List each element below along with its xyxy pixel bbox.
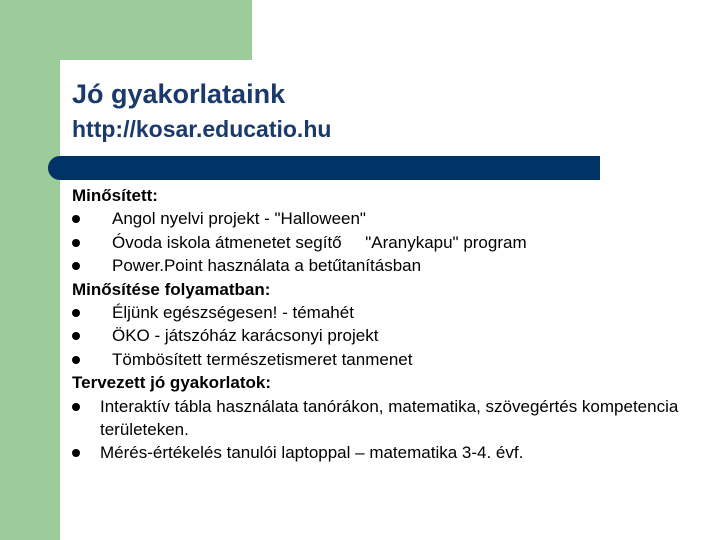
bullet-icon (72, 215, 80, 223)
section-heading: Minősített: (72, 186, 158, 205)
list-item: ÖKO - játszóház karácsonyi projekt (72, 324, 702, 347)
bullet-icon (72, 356, 80, 364)
bullet-icon (72, 449, 80, 457)
green-side-strip (0, 0, 60, 540)
bullet-icon (72, 332, 80, 340)
slide-body (72, 184, 702, 465)
bullet-icon (72, 403, 80, 411)
slide-title: Jó gyakorlataink (72, 79, 286, 109)
list-item: Power.Point használata a betűtanításban (72, 254, 702, 277)
list-item: Óvoda iskola átmenetet segítő "Aranykapu" program (72, 231, 702, 254)
list-item: Angol nyelvi projekt - "Halloween" (72, 207, 702, 230)
green-top-block (60, 0, 252, 60)
section-heading: Minősítése folyamatban: (72, 279, 271, 299)
list-item: Interaktív tábla használata tanórákon, matematika, szövegértés kompetencia területeken. (72, 395, 702, 442)
bullet-icon (72, 262, 80, 270)
list-item: Mérés-értékelés tanulói laptoppal – matematika 3-4. évf. (72, 441, 702, 464)
slide-subtitle: http://kosar.educatio.hu (72, 116, 332, 142)
list-item: Tömbösített természetismeret tanmenet (72, 348, 702, 371)
title-block (72, 76, 331, 146)
list-item: Éljünk egészségesen! - témahét (72, 301, 702, 324)
section-heading: Tervezett jó gyakorlatok: (72, 373, 272, 393)
divider-bar (60, 156, 600, 180)
bullet-icon (72, 239, 80, 247)
bullet-icon (72, 309, 80, 317)
